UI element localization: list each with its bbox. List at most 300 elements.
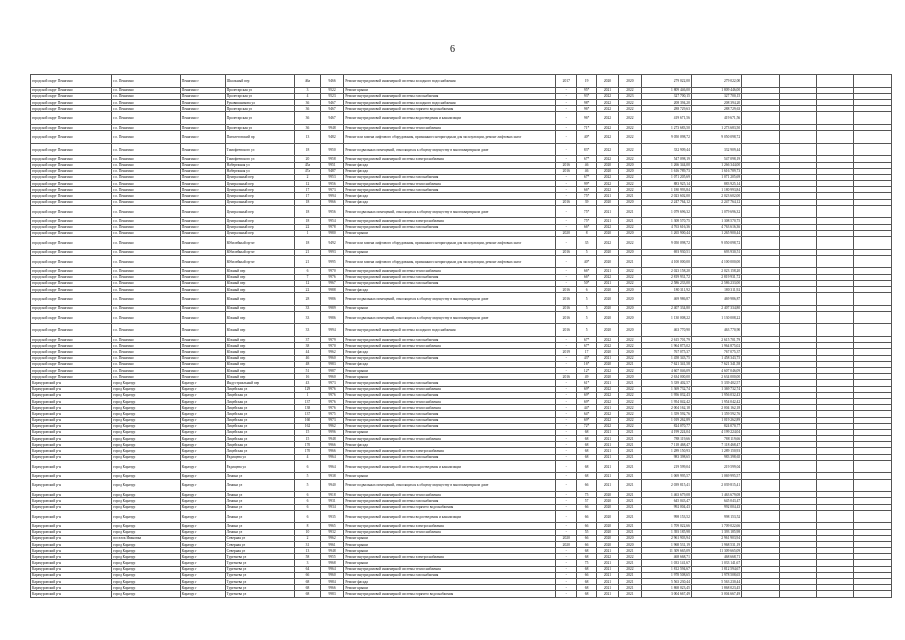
table-cell: 67* — [577, 156, 596, 162]
table-cell: Южный пер — [225, 311, 295, 324]
table-cell: Южный пер — [225, 286, 295, 292]
table-cell: 5 563 230,44 — [691, 579, 741, 585]
table-cell: 8 — [577, 230, 596, 236]
table-cell: 1 130 008,22 — [691, 311, 741, 324]
table-cell: 2020 — [596, 535, 618, 541]
table-cell: 9964 — [320, 566, 344, 572]
table-cell: Лицейская ул — [225, 429, 295, 435]
table-cell: 2021 — [619, 498, 641, 504]
table-cell: г.о. Пенягино — [112, 280, 180, 286]
table-cell: городской округ Пенягино — [31, 75, 112, 88]
table-cell: 1 069 995,57 — [641, 473, 691, 479]
table-cell: Ремонт фасада — [344, 579, 556, 585]
table-cell: городской округ Пенягино — [31, 218, 112, 224]
table-cell: Центральный пер — [225, 193, 295, 199]
table-cell: 2021 — [596, 442, 618, 448]
table-cell: 2022 — [596, 131, 618, 144]
table-cell: 2021 — [596, 429, 618, 435]
table-cell: 2 023 602,00 — [691, 193, 741, 199]
table-cell: Карачур г — [180, 448, 225, 454]
table-cell: - — [556, 274, 577, 280]
table-cell: 68 — [577, 436, 596, 442]
table-cell: город Карачур — [112, 460, 180, 473]
table-cell: 2 615 701,79 — [691, 337, 741, 343]
table-cell: 2 634 000,00 — [691, 374, 741, 380]
table-cell: Пролетарская ул — [225, 112, 295, 125]
table-cell: Пенягино г — [180, 249, 225, 255]
table-cell: 68 — [577, 454, 596, 460]
table-cell: - — [556, 504, 577, 510]
table-cell: - — [556, 417, 577, 423]
table-cell: 2020 — [596, 529, 618, 535]
table-cell: город Карачур — [112, 442, 180, 448]
table-cell: 2021 — [596, 87, 618, 93]
table-cell — [742, 479, 779, 492]
table-cell: 68 — [295, 591, 321, 597]
table-cell: - — [556, 99, 577, 105]
table-cell: 9967 — [320, 280, 344, 286]
table-cell: - — [556, 268, 577, 274]
table-cell: Карачуровский р-н — [31, 579, 112, 585]
table-cell: Пенягино г — [180, 337, 225, 343]
table-cell: Карачуровский р-н — [31, 386, 112, 392]
table-cell: - — [556, 187, 577, 193]
table-cell: 2021 — [619, 492, 641, 498]
table-cell: г.о. Пенягино — [112, 99, 180, 105]
table-cell: Карачуровский р-н — [31, 523, 112, 529]
table-cell: Ремонт крыши — [344, 473, 556, 479]
table-cell: - — [556, 510, 577, 523]
table-cell: 13 — [295, 131, 321, 144]
table-cell: Карачур г — [180, 398, 225, 404]
table-cell: город Карачур — [112, 429, 180, 435]
table-cell: 2016 — [556, 324, 577, 337]
table-cell: Ремонт внутридомовой инженерной системы горячего водоснабжения — [344, 106, 556, 112]
table-cell: городской округ Пенягино — [31, 156, 112, 162]
table-cell — [742, 311, 779, 324]
table-cell: 2020 — [619, 199, 641, 205]
table-cell: 12 — [295, 181, 321, 187]
table-cell: 9987 — [320, 368, 344, 374]
table-cell: 2 023 158,20 — [641, 268, 691, 274]
table-cell — [779, 205, 816, 218]
table-cell: Карачуровский р-н — [31, 398, 112, 404]
table-cell: 9918 — [320, 492, 344, 498]
table-cell — [854, 510, 892, 523]
table-cell: 2022 — [619, 143, 641, 156]
table-cell: 1 616 789,73 — [691, 168, 741, 174]
table-cell: 99* — [577, 181, 596, 187]
table-cell: 9962 — [320, 423, 344, 429]
table-cell: 2022 — [619, 274, 641, 280]
table-cell: 2021 — [596, 205, 618, 218]
table-cell: 9 050 098,72 — [641, 131, 691, 144]
table-cell: 7 — [295, 274, 321, 280]
table-cell: 66* — [577, 224, 596, 230]
table-cell: 6 — [295, 510, 321, 523]
table-cell: 95* — [577, 87, 596, 93]
table-cell: поселок Ивановка — [112, 535, 180, 541]
table-cell: 16* — [577, 361, 596, 367]
table-cell: Карачур г — [180, 492, 225, 498]
table-cell — [854, 75, 892, 88]
table-cell: Пенягино г — [180, 311, 225, 324]
table-cell: Южный пер — [225, 374, 295, 380]
table-cell: 9966 — [320, 448, 344, 454]
table-cell: 2 023 602,00 — [641, 193, 691, 199]
table-cell: Пенягино г — [180, 87, 225, 93]
table-cell: 1 266 344,00 — [641, 162, 691, 168]
table-cell: Пенягино г — [180, 124, 225, 130]
table-cell: 327 700,15 — [691, 93, 741, 99]
table-cell: город Карачур — [112, 541, 180, 547]
table-cell: Карачуровский р-н — [31, 448, 112, 454]
table-cell: Пролетарская ул — [225, 87, 295, 93]
table-cell: 137 — [295, 398, 321, 404]
table-cell: 2021 — [619, 591, 641, 597]
table-cell: - — [556, 218, 577, 224]
table-cell: Ремонт внутридомовой инженерной системы газоснабжения — [344, 280, 556, 286]
table-cell: городской округ Пенягино — [31, 255, 112, 268]
table-cell: Ремонт или замена лифтового оборудования, признанного непригодным для эксплуатации, ремонт лифтовых шахт — [344, 255, 556, 268]
table-cell: город Карачур — [112, 405, 180, 411]
table-cell: 9983 — [320, 591, 344, 597]
table-cell: Карачуровский р-н — [31, 554, 112, 560]
table-cell — [854, 311, 892, 324]
table-cell: 2020 — [619, 286, 641, 292]
table-cell: 8 — [295, 523, 321, 529]
table-cell: 58 — [295, 554, 321, 560]
table-cell: 43 — [295, 380, 321, 386]
table-cell: 9986 — [320, 311, 344, 324]
table-cell: 5 — [577, 293, 596, 306]
table-cell: 66* — [577, 274, 596, 280]
table-cell: Пенягино г — [180, 168, 225, 174]
table-cell: Пенягино г — [180, 162, 225, 168]
table-cell: 39 — [577, 199, 596, 205]
table-cell: 2021 — [619, 548, 641, 554]
table-cell: Ремонт крыши — [344, 535, 556, 541]
table-cell: - — [556, 579, 577, 585]
table-cell: 2021 — [596, 355, 618, 361]
table-cell: Южный пер — [225, 324, 295, 337]
table-cell: Центральный пер — [225, 199, 295, 205]
table-row — [31, 591, 892, 597]
table-cell: 9940 — [320, 479, 344, 492]
table-cell: Пенягино г — [180, 75, 225, 88]
table-cell — [742, 112, 779, 125]
table-cell: Ремонт внутридомовой инженерной системы газоснабжения — [344, 454, 556, 460]
table-cell: г.о. Пенягино — [112, 218, 180, 224]
table-cell: 5 — [577, 305, 596, 311]
table-cell: Ремонт внутридомовой инженерной системы холодного водоснабжения — [344, 75, 556, 88]
table-cell: 1 956 032,43 — [691, 392, 741, 398]
table-cell — [817, 112, 854, 125]
table-cell: 2021 — [619, 523, 641, 529]
table-cell: - — [556, 143, 577, 156]
table-cell: 2021 — [596, 585, 618, 591]
table-cell: 66 — [577, 510, 596, 523]
table-cell: Ремонт крыши — [344, 368, 556, 374]
table-cell: городской округ Пенягино — [31, 286, 112, 292]
table-cell: г.о. Пенягино — [112, 268, 180, 274]
table-row — [31, 236, 892, 249]
table-cell: Карачур г — [180, 510, 225, 523]
table-cell: 1 359 592,76 — [691, 411, 741, 417]
table-cell: 69* — [577, 417, 596, 423]
table-cell: Карачуровский р-н — [31, 429, 112, 435]
table-cell: 1 308 570,75 — [691, 218, 741, 224]
table-cell: 2022 — [619, 236, 641, 249]
table-cell: - — [556, 423, 577, 429]
table-cell: 4 763 616,36 — [691, 224, 741, 230]
table-cell: 2016 — [556, 374, 577, 380]
table-cell: город Карачур — [112, 411, 180, 417]
table-cell: - — [556, 492, 577, 498]
table-cell: Карачуровский р-н — [31, 560, 112, 566]
table-cell: 9970 — [320, 343, 344, 349]
table-cell: 18 — [295, 205, 321, 218]
table-cell: 1 130 008,22 — [641, 311, 691, 324]
table-cell: 9492 — [320, 236, 344, 249]
table-cell: 2022 — [596, 411, 618, 417]
table-cell: Пенягино г — [180, 99, 225, 105]
table-cell: 12 — [295, 280, 321, 286]
table-cell: Ремонт внутридомовой инженерной системы водоотведения и канализации — [344, 112, 556, 125]
table-cell: 2020 — [619, 374, 641, 380]
table-cell: 7 621 341,58 — [691, 361, 741, 367]
table-cell: 6 — [577, 286, 596, 292]
table-cell: Ремонт внутридомовой инженерной системы электроснабжения — [344, 554, 556, 560]
table-cell: город Карачур — [112, 566, 180, 572]
table-cell: г.о. Пенягино — [112, 274, 180, 280]
table-cell: Карачуровский р-н — [31, 417, 112, 423]
table-cell: 6 — [295, 504, 321, 510]
table-cell: 6 — [295, 492, 321, 498]
table-cell — [817, 311, 854, 324]
table-cell: 2021 — [596, 579, 618, 585]
table-cell: 1 458 343,75 — [641, 355, 691, 361]
table-cell: Карачуровский р-н — [31, 504, 112, 510]
table-cell: 1 968 531,19 — [691, 541, 741, 547]
table-cell: 9960 — [320, 572, 344, 578]
table-cell: 279 022,00 — [641, 75, 691, 88]
table-cell: 2022 — [596, 93, 618, 99]
table-cell: Пенягино г — [180, 218, 225, 224]
table-cell: городской округ Пенягино — [31, 93, 112, 99]
table-cell: 2021 — [596, 560, 618, 566]
table-cell: Карачур г — [180, 460, 225, 473]
table-cell: 1 019 262,89 — [641, 417, 691, 423]
table-cell: Южный пер — [225, 268, 295, 274]
table-cell: Пенягино г — [180, 193, 225, 199]
table-cell: 992 004,43 — [691, 504, 741, 510]
table-cell: 2 586 233,00 — [641, 280, 691, 286]
table-cell: 15 — [295, 429, 321, 435]
table-cell: Карачуровский р-н — [31, 510, 112, 523]
table-cell: Набережная ул — [225, 162, 295, 168]
table-cell: 9965 — [320, 523, 344, 529]
table-cell: 2023 — [619, 93, 641, 99]
table-cell: 21 — [295, 255, 321, 268]
table-cell: Ремонт внутридомовой инженерной системы электроснабжения — [344, 523, 556, 529]
table-cell: 18 — [295, 143, 321, 156]
table-cell: Карачуровский р-н — [31, 566, 112, 572]
table-cell: городской округ Пенягино — [31, 124, 112, 130]
table-cell: 2021 — [596, 548, 618, 554]
table-cell: 2021 — [596, 473, 618, 479]
table-cell: 9948 — [320, 548, 344, 554]
table-cell: Ремонт внутридомовой инженерной системы газоснабжения — [344, 187, 556, 193]
table-cell: 66 — [295, 572, 321, 578]
table-cell: Пенягино г — [180, 268, 225, 274]
table-cell: 788 119,66 — [691, 436, 741, 442]
table-cell: 9976 — [320, 398, 344, 404]
table-cell: Пролетарская ул — [225, 124, 295, 130]
table-cell: 2020 — [596, 361, 618, 367]
table-cell: Карачур г — [180, 411, 225, 417]
table-cell: город Карачур — [112, 523, 180, 529]
table-cell: Карачур г — [180, 405, 225, 411]
table-cell: Южный пер — [225, 293, 295, 306]
table-cell: 2020 — [619, 324, 641, 337]
table-cell: 66 — [577, 572, 596, 578]
table-cell: - — [556, 436, 577, 442]
table-cell: городской округ Пенягино — [31, 143, 112, 156]
table-cell: 9989 — [320, 305, 344, 311]
table-cell: 1 463 679,08 — [641, 492, 691, 498]
table-cell: 22 — [295, 286, 321, 292]
table-cell: 645 043,47 — [641, 498, 691, 504]
table-cell: 2 586 233,00 — [691, 280, 741, 286]
table-cell: 2020 — [596, 523, 618, 529]
table-cell: Юбилейный пр-кт — [225, 249, 295, 255]
table-cell: 2 247 764,12 — [691, 199, 741, 205]
table-cell: городской округ Пенягино — [31, 324, 112, 337]
table-cell: 15 — [295, 436, 321, 442]
table-cell — [779, 591, 816, 597]
table-cell: г.о. Пенягино — [112, 374, 180, 380]
table-cell: 2022 — [619, 368, 641, 374]
table-cell: г.о. Пенягино — [112, 87, 180, 93]
table-cell — [817, 324, 854, 337]
table-cell: 1 956 032,43 — [641, 392, 691, 398]
table-cell: 2022 — [596, 174, 618, 180]
table-cell: Центральный пер — [225, 218, 295, 224]
table-cell: г.о. Пенягино — [112, 75, 180, 88]
table-cell: 1 978 508,65 — [691, 572, 741, 578]
table-cell: - — [556, 529, 577, 535]
table-cell: 883 925,14 — [691, 181, 741, 187]
table-cell: г.о. Пенягино — [112, 311, 180, 324]
table-cell: 2021 — [596, 405, 618, 411]
table-cell: город Карачур — [112, 579, 180, 585]
table-cell: Ремонт внутридомовой инженерной системы холодного водоснабжения — [344, 99, 556, 105]
table-cell: 66* — [577, 187, 596, 193]
table-cell: Ремонт фасада — [344, 162, 556, 168]
table-cell: 9954 — [320, 218, 344, 224]
table-cell: 66* — [577, 268, 596, 274]
table-cell: Ремонт подвальных помещений, относящихся к общему имуществу в многоквартирном доме — [344, 311, 556, 324]
table-cell: городской округ Пенягино — [31, 224, 112, 230]
table-cell: 824 070,77 — [691, 423, 741, 429]
table-cell: 2020 — [596, 498, 618, 504]
table-cell: Карачур г — [180, 541, 225, 547]
table-cell: г.о. Пенягино — [112, 187, 180, 193]
table-cell: 9467 — [320, 99, 344, 105]
table-cell: 983 398,65 — [641, 454, 691, 460]
table-cell: г.о. Пенягино — [112, 324, 180, 337]
table-cell: Пенягино г — [180, 280, 225, 286]
table-cell: городской округ Пенягино — [31, 349, 112, 355]
table-cell: 2022 — [596, 386, 618, 392]
table-cell: 788 119,66 — [641, 436, 691, 442]
table-cell: г.о. Пенягино — [112, 361, 180, 367]
table-cell: 2 634 000,00 — [641, 374, 691, 380]
table-cell: 1 968 531,19 — [641, 541, 691, 547]
table-cell — [742, 324, 779, 337]
table-cell: 279 022,00 — [691, 75, 741, 88]
table-cell: 2020 — [596, 311, 618, 324]
table-cell: 64* — [577, 411, 596, 417]
table-cell: Ремонт подвальных помещений, относящихся к общему имуществу в многоквартирном доме — [344, 205, 556, 218]
table-cell: 67* — [577, 174, 596, 180]
table-cell: 36 — [295, 99, 321, 105]
table-cell: 5 — [295, 479, 321, 492]
table-cell: 2021 — [619, 436, 641, 442]
table-cell: 998 153,52 — [641, 510, 691, 523]
table-cell: Ремонт внутридомовой инженерной системы теплоснабжения — [344, 386, 556, 392]
table-cell: 2017 — [556, 75, 577, 88]
table-cell — [779, 479, 816, 492]
table-cell: городской округ Пенягино — [31, 280, 112, 286]
table-cell: 68 — [577, 585, 596, 591]
table-cell: - — [556, 368, 577, 374]
table-cell: 68 — [577, 473, 596, 479]
table-cell: городской округ Пенягино — [31, 268, 112, 274]
table-cell: 9960 — [320, 355, 344, 361]
table-cell — [854, 255, 892, 268]
table-cell: 2022 — [596, 417, 618, 423]
table-cell: 1 964 875,02 — [691, 343, 741, 349]
table-cell: городской округ Пенягино — [31, 162, 112, 168]
table-cell: 17 — [295, 187, 321, 193]
table-cell: 9993 — [320, 249, 344, 255]
table-cell: 2021 — [619, 380, 641, 386]
table-cell: 3 004 667,49 — [691, 591, 741, 597]
table-cell: городской округ Пенягино — [31, 131, 112, 144]
table-cell: 1 071 205,69 — [641, 174, 691, 180]
table-cell: городской округ Пенягино — [31, 205, 112, 218]
table-cell: 1 079 696,32 — [641, 205, 691, 218]
table-cell: 2020 — [619, 75, 641, 88]
table-cell: городской округ Пенягино — [31, 343, 112, 349]
table-cell — [854, 236, 892, 249]
table-cell: Тургенева ул — [225, 560, 295, 566]
table-cell: 5 — [577, 249, 596, 255]
table-cell: Карачур г — [180, 498, 225, 504]
table-cell: 71* — [577, 124, 596, 130]
table-cell: городской округ Пенягино — [31, 168, 112, 174]
table-cell: Ремонт внутридомовой инженерной системы газоснабжения — [344, 174, 556, 180]
table-cell: город Карачур — [112, 504, 180, 510]
table-cell: Южный пер — [225, 361, 295, 367]
table-cell: - — [556, 448, 577, 454]
table-cell: 9986 — [320, 293, 344, 306]
table-cell: Карачуровский р-н — [31, 423, 112, 429]
table-cell: - — [556, 386, 577, 392]
table-cell: 2016 — [556, 311, 577, 324]
